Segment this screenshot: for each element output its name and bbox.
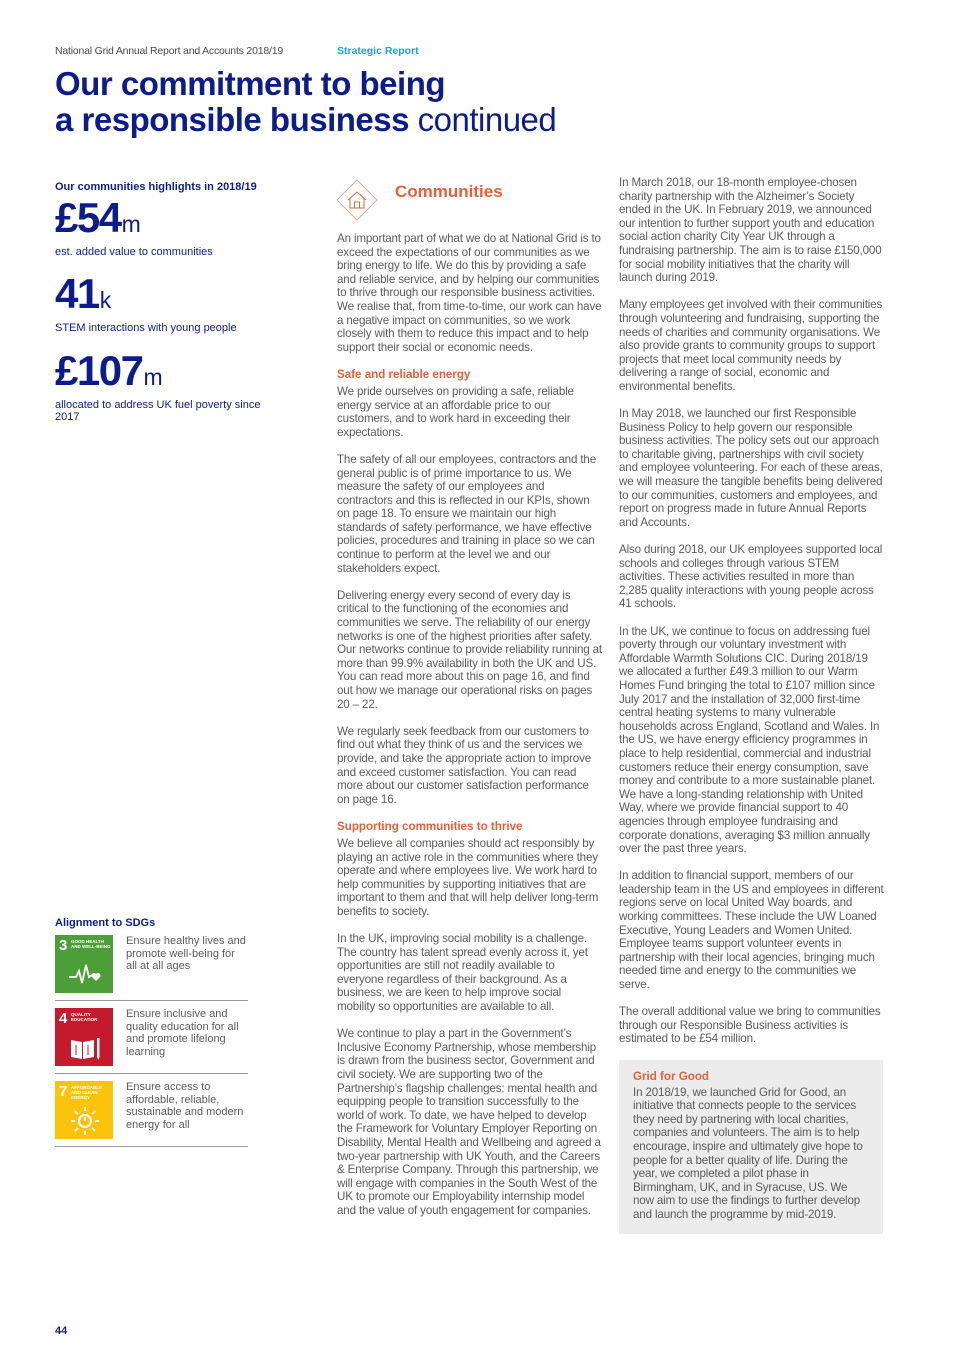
thrive-paragraph: In the UK, improving social mobility is a challenge. The country has talent spread evenly across it, yet opportunities are still not readily available to everyone regardless of their background. As a business, we are keen to help improve social mobility so opportunities are available to all. (337, 932, 588, 1014)
stat-added-value (55, 193, 275, 259)
communities-section (337, 178, 602, 1231)
sdg-item-7 (55, 1081, 248, 1147)
title-line-2: a responsible business (55, 101, 409, 138)
stat-unit: k (99, 287, 112, 313)
safe-energy-heading: Safe and reliable energy (337, 367, 471, 381)
sdg-alignment (55, 917, 248, 1154)
sdg-3-tile (55, 935, 113, 993)
sun-power-icon (67, 1105, 103, 1135)
body-paragraph: The overall additional value we bring to communities through our Responsible Business activities is estimated to be £54 million. (619, 1005, 881, 1046)
stat-stem-interactions (55, 272, 275, 335)
stat-value (55, 346, 275, 399)
communities-intro: An important part of what we do at National Grid is to exceed the expectations of our communities as we bring energy to life. We do this by providing a safe and reliable service, and by helping our communities to thrive through our responsible business activities. We realise that, from time-to-time, our work can have a negative impact on communities, so we work closely with them to reduce this impact and to help support their social or economic needs. (337, 232, 602, 354)
book-pencil-icon (67, 1032, 103, 1062)
page-number: 44 (55, 1325, 68, 1337)
body-paragraph: Also during 2018, our UK employees supported local schools and colleges through various STEM activities. These activities resulted in more than 2,285 quality interactions with young people across 41 schools. (619, 543, 883, 611)
sdg-4-tile (55, 1008, 113, 1066)
stat-unit: m (121, 210, 141, 237)
thrive-heading: Supporting communities to thrive (337, 819, 523, 833)
callout-text: In 2018/19, we launched Grid for Good, an initiative that connects people to the services they need by partnering with local charities, companies and volunteers. The aim is to help encourage, inspire and ultimately give hope to people for a better quality of life. During the year, we completed a pilot phase in Birmingham, UK, and in Syracuse, US. We now aim to use the findings to further develop and launch the programme by mid-2019. (633, 1085, 863, 1221)
sdg-description: Ensure healthy lives and promote well-being for all at all ages (126, 935, 246, 972)
thrive-paragraph: We continue to play a part in the Government’s Inclusive Economy Partnership, whose membership is drawn from the business sector, Government and civil society. We are supporting two of the Partnership’s flagship challenges: mental health and equipping people to transition successfully to the world of work. To date, we have helped to develop the Framework for Voluntary Employer Reporting on Disability, Mental Health and Wellbeing and agreed a two-year partnership with UK Youth, and the Careers & Enterprise Company. Through this partnership, we will engage with companies in the South West of the UK to promote our Employability internship model and the value of youth engagement for companies. (337, 1027, 601, 1217)
sdg-label: QUALITY EDUCATION (71, 1012, 98, 1022)
communities-highlights (55, 181, 275, 438)
sdg-item-3 (55, 935, 248, 1001)
sdg-number: 7 (59, 1083, 68, 1100)
stat-description: allocated to address UK fuel poverty since 2017 (55, 398, 261, 423)
stat-description: est. added value to communities (55, 245, 213, 258)
stat-fuel-poverty (55, 346, 275, 424)
body-paragraph: In March 2018, our 18-month employee-chosen charity partnership with the Alzheimer’s Society ended in the UK. In February 2019, we announced our intention to further support youth and education social action charity City Year UK through a fundraising partnership. The aim is to raise £150,000 for social mobility initiatives that the charity will launch during 2019. (619, 176, 882, 285)
house-diamond-icon (335, 178, 379, 222)
title-line-1: Our commitment to being (55, 65, 446, 102)
safe-energy-paragraph: We regularly seek feedback from our customers to find out what they think of us and the services we provide, and take the appropriate action to improve and exceed customer satisfaction. You can read more about our customer satisfaction performance on page 16. (337, 724, 592, 806)
safe-energy-paragraph: The safety of all our employees, contractors and the general public is of prime importance to us. We measure the safety of our employees and contractors and this is reflected in our KPIs, shown on page 18. To ensure we maintain our high standards of safety performance, we have effective policies, procedures and training in place so we can continue to perform at the level we and our stakeholders expect. (337, 452, 596, 575)
stat-value (55, 193, 275, 246)
stat-number: 41 (55, 270, 99, 317)
title-continued: continued (417, 101, 557, 138)
highlights-heading: Our communities highlights in 2018/19 (55, 181, 257, 193)
communities-header (337, 178, 602, 222)
communities-title: Communities (395, 181, 503, 201)
body-paragraph: In addition to financial support, members of our leadership team in the US and employees in different regions serve on local United Way boards, and working committees. These include the UW Loaned Executive, Young Leaders and Women United. Employee teams support volunteer events in partnership with their local agencies, bringing much needed time and energy to the communities we serve. (619, 869, 884, 992)
sdg-label: GOOD HEALTH AND WELL-BEING (71, 939, 111, 949)
safe-energy-paragraph: Delivering energy every second of every day is critical to the functioning of the economies and communities we serve. The reliability of our energy networks is one of the highest priorities after safety. Our networks continue to provide reliability running at more than 99.9% availability in both the UK and US. You can read more about this on page 16, and find out how we manage our operational risks on pages 20 – 22. (337, 588, 602, 711)
safe-energy-paragraph: We pride ourselves on providing a safe, reliable energy service at an affordable price to our customers, and to work hard in exceeding their expectations. (337, 384, 574, 439)
sdg-item-4 (55, 1008, 248, 1074)
sdg-description: Ensure access to affordable, reliable, sustainable and modern energy for all (126, 1081, 244, 1131)
stat-unit: m (143, 363, 163, 390)
sdg-number: 3 (59, 937, 68, 954)
sdg-number: 4 (59, 1010, 68, 1027)
grid-for-good-callout (619, 1060, 883, 1234)
body-paragraph: In the UK, we continue to focus on addressing fuel poverty through our voluntary investment with Affordable Warmth Solutions CIC. During 2018/19 we allocated a further £49.3 million to our Warm Homes Fund bringing the total to £107 million since July 2017 and the installation of 32,000 first-time central heating systems to many vulnerable households across England, Scotland and Wales. In the US, we have energy efficiency programmes in place to help residential, commercial and industrial customers reduce their energy consumption, save money and contribute to a more sustainable planet. We have a long-standing relationship with United Way, where we provide financial support to 40 agencies through employee fundraising and corporate donations, averaging $3 million annually over the past three years. (619, 624, 880, 856)
stat-number: £107 (55, 346, 143, 394)
page-title (55, 66, 556, 138)
body-paragraph: Many employees get involved with their communities through volunteering and fundraising, supporting the needs of charities and community organisations. We also provide grants to community groups to support projects that meet local community needs by delivering a range of social, economic and environmental benefits. (619, 298, 883, 393)
running-head: National Grid Annual Report and Accounts 2018/19 (55, 45, 283, 57)
section-tag[interactable]: Strategic Report (337, 45, 419, 57)
sdg-description: Ensure inclusive and quality education for all and promote lifelong learning (126, 1008, 239, 1058)
sdg-label: AFFORDABLE AND CLEAN ENERGY (71, 1085, 102, 1100)
right-column (619, 176, 884, 1234)
stat-value (55, 272, 275, 322)
heartbeat-icon (67, 959, 103, 989)
thrive-paragraph: We believe all companies should act responsibly by playing an active role in the communities where they operate and where employees live. We work hard to help communities by supporting initiatives that are important to them and that will help deliver long-term benefits to society. (337, 836, 599, 918)
sdg-7-tile (55, 1081, 113, 1139)
body-paragraph: In May 2018, we launched our first Responsible Business Policy to help govern our responsible business activities. The policy sets out our approach to charitable giving, partnerships with civil society and employee volunteering. For each of these areas, we will measure the tangible benefits being delivered to our communities, customers and employees, and report on progress made in future Annual Reports and Accounts. (619, 407, 883, 529)
stat-description: STEM interactions with young people (55, 322, 237, 334)
stat-number: £54 (55, 193, 121, 241)
callout-heading: Grid for Good (633, 1069, 709, 1083)
sdg-heading: Alignment to SDGs (55, 917, 156, 929)
